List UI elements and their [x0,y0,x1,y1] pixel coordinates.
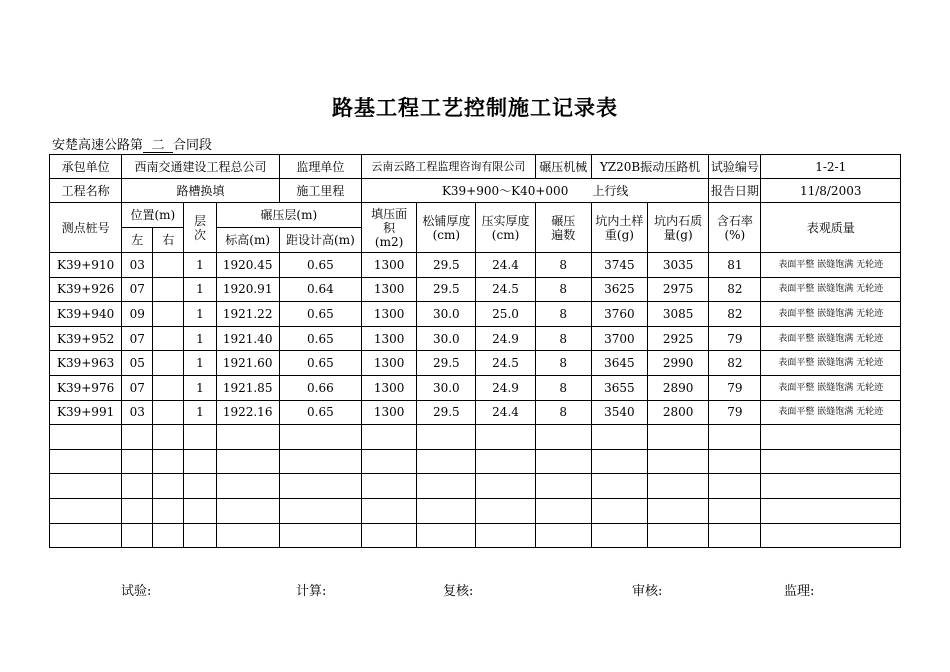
supervisor-signature-label: 监理: [784,584,815,599]
right-cell [153,277,184,302]
area-cell: 1300 [362,375,417,400]
empty-row [50,523,901,548]
quality-cell: 表面平整 嵌缝饱满 无轮迹 [761,277,901,302]
distance-cell: 0.65 [279,400,361,425]
table-row [50,400,901,425]
layer-cell: 1 [184,351,216,376]
roller-value: YZ20B振动压路机 [591,155,708,179]
compact-cell: 24.5 [476,277,535,302]
distance-cell: 0.64 [279,277,361,302]
table-row [50,375,901,400]
stone-content-header: 含石率(%) [709,203,761,253]
stone-cell: 2975 [648,277,709,302]
contractor-value: 西南交通建设工程总公司 [122,155,280,179]
supervisor-unit-label: 监理单位 [279,155,361,179]
station-cell: K39+976 [50,375,122,400]
stone-cell: 2925 [648,326,709,351]
mileage-value: K39+900～K40+000 上行线 [362,179,709,203]
table-row [50,277,901,302]
rate-cell: 79 [709,326,761,351]
table-row [50,351,901,376]
passes-cell: 8 [535,302,591,327]
quality-cell: 表面平整 嵌缝饱满 无轮迹 [761,326,901,351]
right-cell [153,400,184,425]
area-cell: 1300 [362,253,417,278]
test-number-label: 试验编号 [709,155,761,179]
contract-section-line [52,134,212,153]
left-header: 左 [122,228,153,253]
passes-cell: 8 [535,326,591,351]
left-cell: 03 [122,400,153,425]
rate-cell: 79 [709,400,761,425]
elevation-cell: 1920.45 [216,253,279,278]
distance-header: 距设计高(m) [279,228,361,253]
layer-header: 层次 [184,203,216,253]
right-header: 右 [153,228,184,253]
header-row-1 [50,203,901,228]
project-name-label: 工程名称 [50,179,122,203]
calc-signature-label: 计算: [296,584,327,599]
layer-cell: 1 [184,253,216,278]
station-cell: K39+910 [50,253,122,278]
layer-cell: 1 [184,375,216,400]
left-cell: 07 [122,277,153,302]
loose-cell: 29.5 [417,351,476,376]
rate-cell: 81 [709,253,761,278]
station-cell: K39+926 [50,277,122,302]
stone-cell: 2800 [648,400,709,425]
station-cell: K39+952 [50,326,122,351]
recheck-signature-label: 复核: [443,584,474,599]
sample-cell: 3745 [591,253,647,278]
table-row [50,302,901,327]
stone-cell: 3035 [648,253,709,278]
quality-cell: 表面平整 嵌缝饱满 无轮迹 [761,351,901,376]
layer-cell: 1 [184,400,216,425]
passes-cell: 8 [535,277,591,302]
rate-cell: 79 [709,375,761,400]
left-cell: 03 [122,253,153,278]
station-header: 测点桩号 [50,203,122,253]
left-cell: 07 [122,326,153,351]
sample-cell: 3760 [591,302,647,327]
elevation-header: 标高(m) [216,228,279,253]
mileage-label: 施工里程 [279,179,361,203]
test-signature-label: 试验: [121,584,152,599]
loose-cell: 30.0 [417,375,476,400]
distance-cell: 0.65 [279,302,361,327]
compact-cell: 24.5 [476,351,535,376]
compact-cell: 24.4 [476,400,535,425]
elevation-cell: 1920.91 [216,277,279,302]
quality-cell: 表面平整 嵌缝饱满 无轮迹 [761,253,901,278]
quality-cell: 表面平整 嵌缝饱满 无轮迹 [761,400,901,425]
area-cell: 1300 [362,277,417,302]
test-number-value: 1-2-1 [761,155,901,179]
elevation-cell: 1921.22 [216,302,279,327]
elevation-cell: 1922.16 [216,400,279,425]
passes-cell: 8 [535,253,591,278]
compacted-layer-header: 碾压层(m) [216,203,362,228]
page-title: 路基工程工艺控制施工记录表 [332,95,618,120]
subtitle-prefix: 安楚高速公路第 [52,138,144,153]
quality-cell: 表面平整 嵌缝饱满 无轮迹 [761,302,901,327]
elevation-cell: 1921.60 [216,351,279,376]
passes-cell: 8 [535,375,591,400]
roller-label: 碾压机械 [535,155,591,179]
compact-cell: 24.9 [476,375,535,400]
fill-area-header: 填压面积(m2) [362,203,417,253]
loose-cell: 29.5 [417,400,476,425]
passes-cell: 8 [535,400,591,425]
rate-cell: 82 [709,351,761,376]
area-cell: 1300 [362,326,417,351]
passes-cell: 8 [535,351,591,376]
compact-cell: 24.9 [476,326,535,351]
report-date-value: 11/8/2003 [761,179,901,203]
station-cell: K39+940 [50,302,122,327]
elevation-cell: 1921.85 [216,375,279,400]
layer-cell: 1 [184,326,216,351]
stone-cell: 2890 [648,375,709,400]
subtitle-suffix: 合同段 [173,138,213,153]
empty-row [50,474,901,499]
station-cell: K39+991 [50,400,122,425]
sample-cell: 3540 [591,400,647,425]
area-cell: 1300 [362,302,417,327]
loose-cell: 29.5 [417,277,476,302]
right-cell [153,253,184,278]
sample-cell: 3700 [591,326,647,351]
stone-cell: 3085 [648,302,709,327]
table-row [50,326,901,351]
area-cell: 1300 [362,400,417,425]
sample-cell: 3645 [591,351,647,376]
sample-cell: 3625 [591,277,647,302]
area-cell: 1300 [362,351,417,376]
empty-row [50,449,901,474]
distance-cell: 0.66 [279,375,361,400]
table-row [50,253,901,278]
loose-cell: 30.0 [417,326,476,351]
supervisor-unit-value: 云南云路工程监理咨询有限公司 [362,155,536,179]
layer-cell: 1 [184,302,216,327]
compacted-thickness-header: 压实厚度(cm) [476,203,535,253]
elevation-cell: 1921.40 [216,326,279,351]
loose-cell: 29.5 [417,253,476,278]
left-cell: 05 [122,351,153,376]
record-table [49,154,901,548]
right-cell [153,302,184,327]
empty-row [50,425,901,450]
passes-header: 碾压遍数 [535,203,591,253]
layer-cell: 1 [184,277,216,302]
station-cell: K39+963 [50,351,122,376]
empty-row [50,498,901,523]
section-number: 二 [143,139,173,153]
compact-cell: 24.4 [476,253,535,278]
distance-cell: 0.65 [279,253,361,278]
loose-cell: 30.0 [417,302,476,327]
stone-cell: 2990 [648,351,709,376]
report-date-label: 报告日期 [709,179,761,203]
loose-thickness-header: 松铺厚度(cm) [417,203,476,253]
info-row-2 [50,179,901,203]
right-cell [153,375,184,400]
right-cell [153,326,184,351]
position-header: 位置(m) [122,203,184,228]
contractor-label: 承包单位 [50,155,122,179]
compact-cell: 25.0 [476,302,535,327]
appearance-header: 表观质量 [761,203,901,253]
rate-cell: 82 [709,302,761,327]
rate-cell: 82 [709,277,761,302]
distance-cell: 0.65 [279,326,361,351]
stone-weight-header: 坑内石质量(g) [648,203,709,253]
sample-weight-header: 坑内土样重(g) [591,203,647,253]
left-cell: 07 [122,375,153,400]
distance-cell: 0.65 [279,351,361,376]
review-signature-label: 审核: [632,584,663,599]
sample-cell: 3655 [591,375,647,400]
info-row-1 [50,155,901,179]
quality-cell: 表面平整 嵌缝饱满 无轮迹 [761,375,901,400]
left-cell: 09 [122,302,153,327]
right-cell [153,351,184,376]
project-name-value: 路槽换填 [122,179,280,203]
